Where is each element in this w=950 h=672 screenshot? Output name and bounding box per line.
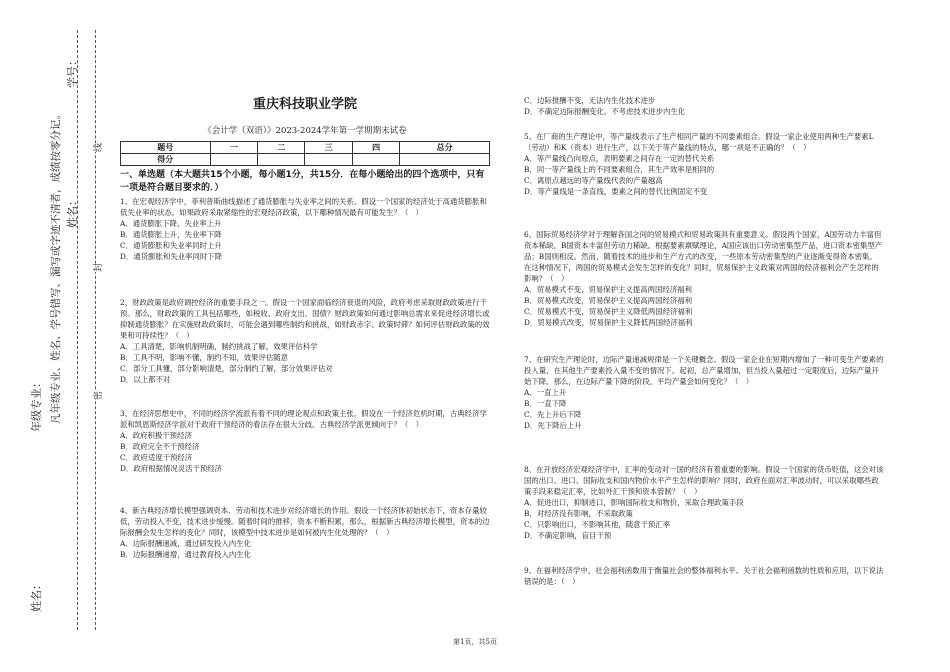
option-a[interactable]: A．政府积极干预经济	[120, 431, 192, 440]
question-stem: 4、新古典经济增长模型强调资本、劳动和技术进步对经济增长的作用。假设一个经济体初始状态下，资本存量较低，劳动投入不变，技术进步缓慢。随着时间的推移，资本不断积累，那么，根据新古典经济增长模型，资本的边际报酬会发生怎样的变化？同时，该模型中技术进步是如何被内生化处理的？（ ）	[120, 506, 490, 537]
option-d[interactable]: D．政府根据情况灵活干预经济	[120, 464, 223, 473]
question-8	[524, 464, 884, 541]
option-c[interactable]: C．部分工具懂，部分影响清楚，部分制约了解，部分效果评估对	[120, 364, 333, 373]
school-name-label: 姓名：	[30, 579, 43, 612]
option-d[interactable]: D．不确定影响，盲目干预	[524, 531, 612, 540]
section-heading: 一、单选题（本大题共15个小题，每小题1分，共15分．在每小题给出的四个选项中，只有一项是符合题目要求的．）	[120, 170, 485, 193]
option-b[interactable]: B．对经济没有影响，不采取政策	[524, 509, 633, 518]
option-b[interactable]: B．同一等产量线上的不同要素组合，其生产效率是相同的	[524, 165, 715, 174]
score-cell: 一	[210, 142, 257, 154]
score-cell: 三	[305, 142, 352, 154]
option-b[interactable]: B．边际报酬递增，通过教育投入内生化	[120, 550, 252, 559]
option-b[interactable]: B．一直下降	[524, 399, 567, 408]
option-c[interactable]: C．政府适度干预经济	[120, 453, 193, 462]
score-input-cell[interactable]	[258, 154, 305, 166]
score-input-cell[interactable]	[210, 154, 257, 166]
question-4-continued	[524, 95, 884, 117]
question-9	[524, 565, 884, 587]
question-stem: 8、在开放经济宏观经济学中，汇率的变动对一国的经济有着重要的影响。假设一个国家的货币贬值，这会对该国的出口、进口、国际收支和国内物价水平产生怎样的影响？同时，政府在面对汇率波动时，可以采取哪些政策手段来稳定汇率，比如外汇干预和资本管制？（ ）	[524, 465, 884, 496]
score-input-cell[interactable]	[352, 154, 399, 166]
score-cell: 得分	[121, 154, 211, 166]
option-c[interactable]: C．贸易模式不变，贸易保护主义降低两国经济福利	[524, 307, 693, 316]
question-stem: 6、国际贸易经济学对于理解各国之间的贸易模式和贸易政策具有重要意义。假设两个国家，A国劳动力丰富但资本稀缺，B国资本丰富但劳动力稀缺。根据要素禀赋理论，A国应该出口劳动密集型产品，进口资本密集型产品；B国则相反。然而，随着技术的进步和生产方式的改变，一些原本劳动密集型的产业逐渐变得资本密集。在这种情况下，两国的贸易模式会发生怎样的变化？同时，贸易保护主义政策对两国的经济福利会产生怎样的影响？（ ）	[524, 230, 883, 283]
question-3	[120, 408, 490, 474]
option-a[interactable]: A．通货膨胀下降，失业率上升	[120, 219, 222, 228]
exam-subtitle: 《会计学（双语）》2023-2024学年第一学期期末试卷	[203, 126, 407, 136]
option-d[interactable]: D．贸易模式改变，贸易保护主义降低两国经济福利	[524, 318, 693, 327]
score-input-cell[interactable]	[305, 154, 352, 166]
question-stem: 3、在经济思想史中，不同的经济学流派有着不同的理论观点和政策主张。假设在一个经济危机时期，古典经济学派和凯恩斯经济学派对于政府干预经济的看法存在很大分歧。古典经济学派更倾向于？（ ）	[120, 409, 487, 429]
major-label: 年级专业：	[30, 377, 43, 432]
score-input-cell[interactable]	[400, 154, 490, 166]
option-c[interactable]: C．边际报酬不变，无法内生化技术进步	[524, 96, 656, 105]
option-c[interactable]: C．离原点越远的等产量线代表的产量越高	[524, 176, 663, 185]
binding-dashed-line-inner	[77, 30, 78, 630]
option-b[interactable]: B．通货膨胀上升，失业率下降	[120, 230, 222, 239]
question-stem: 2、财政政策是政府调控经济的重要手段之一。假设一个国家面临经济衰退的风险，政府考虑采取财政政策进行干预。那么，财政政策的工具包括哪些，如税收、政府支出、国债？财政政策如何通过影响总需求来促进经济增长或抑制通货膨胀？在实施财政政策时，可能会遇到哪些制约和挑战，如财政赤字、政策时滞？如何评估财政政策的效果和可持续性？（ ）	[120, 298, 490, 340]
school-title: 重庆科技职业学院	[252, 97, 357, 112]
option-c[interactable]: C．只影响出口，不影响其他，随意干预汇率	[524, 520, 671, 529]
question-7	[524, 354, 884, 431]
question-stem: 5、在厂商的生产理论中，等产量线表示了生产相同产量的不同要素组合。假设一家企业使用两种生产要素L（劳动）和K（资本）进行生产，以下关于等产量线的特点，哪一项是不正确的？（ ）	[524, 132, 874, 152]
option-a[interactable]: A．贸易模式不变，贸易保护主义提高两国经济福利	[524, 285, 692, 294]
option-b[interactable]: B．工具不明，影响不懂，制约不知，效果评估随意	[120, 353, 289, 362]
score-cell: 二	[258, 142, 305, 154]
binding-margin	[0, 0, 118, 672]
option-c[interactable]: C．通货膨胀和失业率同时上升	[120, 241, 222, 250]
student-id-label: 学号：	[66, 55, 79, 88]
question-stem: 7、在研究生产理论时，边际产量递减规律是一个关键概念。假设一家企业在短期内增加了一种可变生产要素的投入量，在其他生产要素投入量不变的情况下。起初，总产量增加，但当投入量超过一定限度后，边际产量开始下降。那么，在边际产量下降的阶段，平均产量会如何变化？（ ）	[524, 355, 884, 386]
question-stem: 1、在宏观经济学中，菲利普斯曲线描述了通货膨胀与失业率之间的关系。假设一个国家的经济处于高通货膨胀和低失业率的状态。如果政府采取紧缩性的宏观经济政策，以下哪种情况最有可能发生？（ ）	[120, 197, 487, 217]
candidate-name-label: 姓名：	[66, 195, 79, 228]
seal-char-xian: 线	[91, 143, 104, 152]
option-d[interactable]: D．等产量线是一条直线，要素之间的替代比例固定不变	[524, 187, 708, 196]
page-footer: 第1页，共5页	[453, 638, 497, 646]
option-c[interactable]: C．先上升后下降	[524, 410, 582, 419]
seal-char-feng: 封	[91, 263, 104, 272]
seal-char-mi: 密	[91, 391, 104, 400]
option-a[interactable]: A．一直上升	[524, 388, 567, 397]
option-b[interactable]: B．政府完全不干预经济	[120, 442, 200, 451]
option-a[interactable]: A．工具清楚，影响机制明确，制约挑战了解，效果评估科学	[120, 342, 318, 351]
question-4	[120, 505, 490, 560]
option-d[interactable]: D．不确定边际报酬变化，不考虑技术进步内生化	[524, 107, 686, 116]
binding-dashed-line-outer	[95, 30, 96, 630]
option-b[interactable]: B．贸易模式改变，贸易保护主义提高两国经济福利	[524, 296, 693, 305]
score-table	[120, 141, 490, 166]
score-cell: 总分	[400, 142, 490, 154]
score-cell: 四	[352, 142, 399, 154]
question-2	[120, 297, 490, 385]
option-d[interactable]: D．以上都不对	[120, 375, 171, 384]
question-stem: 9、在福利经济学中，社会福利函数用于衡量社会的整体福利水平。关于社会福利函数的性质和应用，以下说法错误的是：（ ）	[524, 566, 884, 586]
score-table-header-row	[121, 142, 490, 154]
score-table-score-row	[121, 154, 490, 166]
score-cell: 题号	[121, 142, 211, 154]
question-1	[120, 196, 490, 262]
option-a[interactable]: A．促进出口，抑制进口，影响国际收支和物价，采取合理政策手段	[524, 498, 744, 507]
option-d[interactable]: D．先下降后上升	[524, 421, 582, 430]
option-a[interactable]: A．等产量线凸向原点，表明要素之间存在一定的替代关系	[524, 154, 715, 163]
option-d[interactable]: D．通货膨胀和失业率同时下降	[120, 252, 223, 261]
binding-warning: 凡年级专业、姓名、学号错写、漏写或字迹不清者，成绩按零分记。	[50, 109, 62, 424]
question-6	[524, 229, 884, 328]
option-a[interactable]: A．边际报酬递减，通过研发投入内生化	[120, 539, 251, 548]
question-5	[524, 131, 884, 197]
